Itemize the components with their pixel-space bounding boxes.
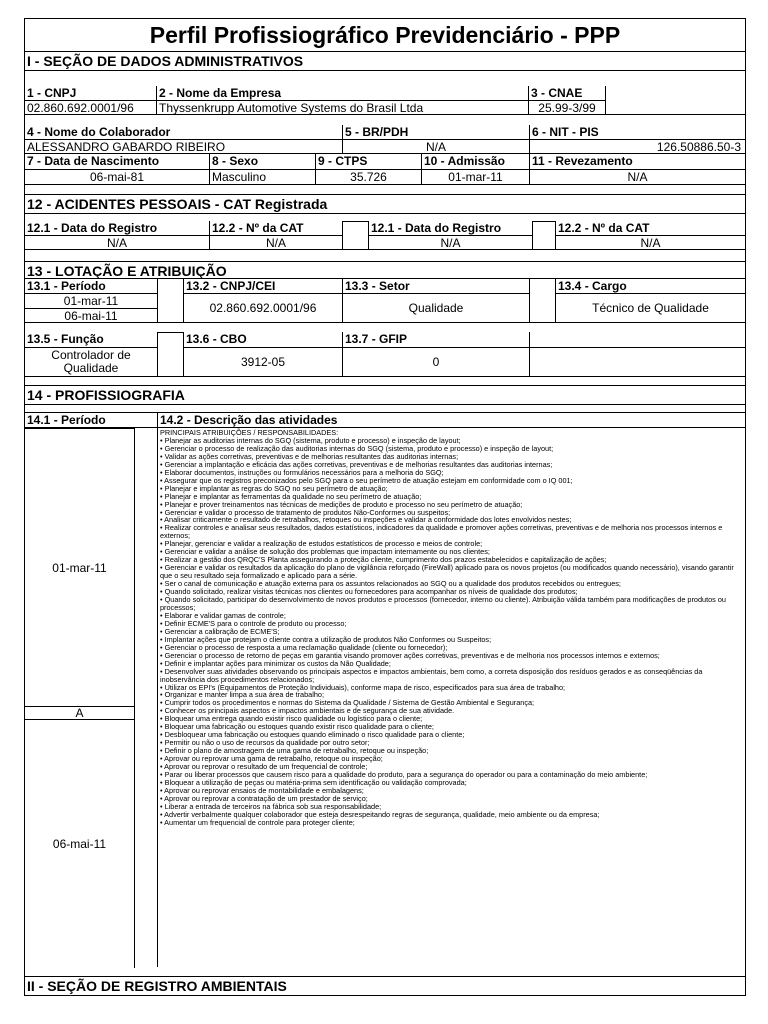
ctps-label: 9 - CTPS [315,154,421,169]
cat-date2-value: N/A [368,235,532,250]
activity-item: • Gerenciar a calibração de ECME'S; [160,626,280,636]
cnpj-cei-label: 13.2 - CNPJ/CEI [183,278,342,293]
sector-value: Qualidade [342,293,529,323]
activity-item: • Bloquear uma entrega quando existir risco qualidade ou logístico para o cliente; [160,714,423,724]
empty-cell [342,221,368,250]
activity-period-start: 01-mar-11 [25,428,134,706]
cat-date1-value: N/A [24,235,209,250]
sex-label: 8 - Sexo [209,154,315,169]
section-13-header: 13 - LOTAÇÃO E ATRIBUIÇÃO [24,261,746,280]
activity-item: • Advertir verbalmente qualquer colaborador que esteja desrespeitando regras de segurança, qualidade, meio ambiente ou da empresa; [160,809,600,819]
cat-date2-label: 12.1 - Data do Registro [368,221,555,235]
activity-desc-label: 14.2 - Descrição das atividades [157,412,746,427]
cat-number1-label: 12.2 - Nº da CAT [209,221,342,235]
function-label: 13.5 - Função [24,332,157,347]
empty-cell [529,332,746,347]
cat-number2-value: N/A [555,235,746,250]
gfip-value: 0 [342,347,529,377]
activity-item: • Gerenciar e validar os resultados da aplicação do plano de vigilância reforçado (FireWall) aplicado para os novos projetos (ou modificados quando necessário), visando garantir que o seu resultado seja formalizado e aplicado para a série. [160,563,734,581]
activity-item: • Realizar a gestão dos QRQC'S Planta assegurando a proteção cliente, cumprimento dos prazos estabelecidos e capitalização de ações; [160,555,607,565]
br-pdh-label: 5 - BR/PDH [342,125,529,139]
activity-period-column [24,427,157,967]
company-name-label: 2 - Nome da Empresa [157,86,529,100]
activity-item: • Cumprir todos os procedimentos e normas do Sistema da Qualidade / Sistema de Gestão Ambiental e Segurança; [160,698,535,708]
activity-item: • Utilizar os EPI's (Equipamentos de Proteção Individuais), conforme mapa de risco, especificados para sua área de trabalho; [160,682,566,692]
activity-item: • Bloquear a utilização de peças ou matéria-prima sem identificação ou validação comprovada; [160,777,467,787]
cnae-value: 25.99-3/99 [529,100,606,115]
section-i-header: I - SEÇÃO DE DADOS ADMINISTRATIVOS [24,52,746,71]
activity-item: • Desenvolver suas atividades observando os principais aspectos e impactos ambientais, bem como, a correta disposição dos resíduos gerados e as conseqüências da inobservância dos procedimentos relacionados; [160,666,703,684]
cbo-value: 3912-05 [183,347,342,377]
activity-period-separator: A [25,706,134,720]
activity-item: • Quando solicitado, realizar visitas técnicas nos clientes ou fornecedores para acompanhar os níveis de qualidade dos produtos; [160,587,578,597]
activity-item: • Conhecer os principais aspectos e impactos ambientais e de segurança de sua atividade. [160,706,455,716]
sex-value: Masculino [209,169,315,185]
empty-cell [529,347,746,377]
activity-item: • Aprovar ou reprovar a contratação de um prestador de serviço; [160,793,368,803]
activity-item: • Organizar e manter limpa a sua área de trabalho; [160,690,324,700]
activity-item: • Ser o canal de comunicação e atuação externa para os assuntos relacionados ao SGQ ou a qualidade dos produtos recebidos ou entregues; [160,579,621,589]
activities-heading: PRINCIPAIS ATRIBUIÇÕES / RESPONSABILIDADES: [160,428,339,437]
activity-item: • Planejar as auditorias internas do SGQ (sistema, produto e processo) e inspeção de layout; [160,435,461,445]
activity-item: • Assegurar que os registros preconizados pelo SGQ para o seu perímetro de atuação estejam em conformidade com o IQ 001; [160,475,573,485]
company-name-value: Thyssenkrupp Automotive Systems do Brasil Ltda [157,100,529,115]
period-start-value: 01-mar-11 [24,293,157,308]
activity-item: • Gerenciar e validar o processo de tratamento de produtos Não-Conformes ou suspeitos; [160,507,451,517]
cbo-label: 13.6 - CBO [183,332,342,347]
activity-period-end: 06-mai-11 [52,837,107,851]
section-12-header: 12 - ACIDENTES PESSOAIS - CAT Registrada [24,194,746,214]
cnpj-label: 1 - CNPJ [24,86,157,100]
activity-item: • Planejar e implantar as ferramentas da qualidade no seu perímetro de atuação; [160,491,422,501]
activity-item: • Gerenciar o processo de retorno de peças em garantia visando promover ações corretivas, preventivas e de melhoria nos processos internos e externos; [160,650,660,660]
period-end-value: 06-mai-11 [24,308,157,323]
activity-item: • Desbloquear uma fabricação ou estoques quando eliminado o risco qualidade para o cliente; [160,730,465,740]
shift-label: 11 - Revezamento [529,154,746,169]
ctps-value: 35.726 [315,169,421,185]
activity-item: • Analisar criticamente o resultado de retrabalhos, retoques ou inspeções e validar a conformidade dos lotes envolvidos nestes; [160,515,572,525]
section-ii-header: II - SEÇÃO DE REGISTRO AMBIENTAIS [24,976,746,996]
section-14-header: 14 - PROFISSIOGRAFIA [24,385,746,405]
admission-label: 10 - Admissão [421,154,529,169]
shift-value: N/A [529,169,746,185]
period-label: 13.1 - Período [24,278,157,293]
employee-name-label: 4 - Nome do Colaborador [24,125,342,139]
empty-cell [606,86,746,115]
nit-value: 126.50886.50-3 [529,139,746,154]
birth-value: 06-mai-81 [24,169,209,185]
role-value: Técnico de Qualidade [555,293,746,323]
activity-item: • Aprovar ou reprovar ensaios de montabilidade e embalagens; [160,785,364,795]
activity-item: • Gerenciar o processo de realização das auditorias internas do SGQ (sistema, produto e processo) e inspeção de layout; [160,443,554,453]
cnae-label: 3 - CNAE [529,86,606,100]
activity-item: • Validar as ações corretivas, preventivas e de melhorias resultantes das auditorias internas; [160,451,459,461]
activity-item: • Gerenciar a implantação e eficácia das ações corretivas, preventivas e de melhorias resultantes das auditorias internas; [160,459,553,469]
cnpj-value: 02.860.692.0001/96 [24,100,157,115]
activity-item: • Quando solicitado, participar do desenvolvimento de novos produtos e processos (fornecedor, interno ou cliente). Atribuição válida também para modificações de produtos ou processos; [160,595,726,612]
activity-item: • Elaborar e validar gamas de controle; [160,610,286,620]
role-label: 13.4 - Cargo [555,278,746,293]
activity-item: • Bloquear uma fabricação ou estoques quando existir risco qualidade para o cliente; [160,722,434,732]
activity-item: • Planejar e prover treinamentos nas técnicas de medições de produto e processo no seu perímetro de atuação; [160,499,523,509]
cnpj-cei-value: 02.860.692.0001/96 [183,293,342,323]
activity-item: • Implantar ações que protejam o cliente contra a utilização de produtos Não Conformes ou Suspeitos; [160,634,492,644]
activity-item: • Realizar controles e analisar seus resultados, dados estatísticos, indicadores da qualidade e promover ações corretivas, preventivas e de melhoria nos processos internos e externos; [160,523,723,541]
activity-item: • Definir o plano de amostragem de uma gama de retrabalho, retoque ou inspeção; [160,746,429,756]
empty-cell [157,278,183,323]
activity-item: • Parar ou liberar processos que causem risco para a qualidade do produto, para a segurança do operador ou para a contaminação do meio ambiente; [160,769,648,779]
activity-item: • Planejar, gerenciar e validar a realização de estudos estatísticos de processo e meios de controle; [160,539,483,549]
activity-item: • Planejar e implantar as regras do SGQ no seu perímetro de atuação; [160,483,388,493]
activity-item: • Liberar a entrada de terceiros na fábrica sob sua responsabilidade; [160,801,382,811]
activity-item: • Definir ECME'S para o controle de produto ou processo; [160,618,347,628]
birth-label: 7 - Data de Nascimento [24,154,209,169]
gfip-label: 13.7 - GFIP [342,332,529,347]
activity-period-label: 14.1 - Período [24,412,157,427]
cat-number2-label: 12.2 - Nº da CAT [555,221,746,235]
function-value: Controlador de Qualidade [24,347,157,377]
activity-item: • Permitir ou não o uso de recursos da qualidade por outro setor; [160,738,370,748]
page-title: Perfil Profissiográfico Previdenciário - PPP [24,18,746,52]
cat-date1-label: 12.1 - Data do Registro [24,221,209,235]
cat-number1-value: N/A [209,235,342,250]
activity-item: • Aumentar um frequencial de controle para proteger cliente; [160,817,355,827]
nit-label: 6 - NIT - PIS [529,125,746,139]
activity-item: • Aprovar ou reprovar o resultado de um frequencial de controle; [160,762,368,772]
activities-list [157,427,746,967]
sector-label: 13.3 - Setor [342,278,529,293]
activity-item: • Definir e implantar ações para minimizar os custos da Não Qualidade; [160,658,391,668]
empty-cell [134,428,158,968]
activity-item: • Aprovar ou reprovar uma gama de retrabalho, retoque ou inspeção; [160,754,383,764]
activity-item: • Gerenciar e validar a análise de solução dos problemas que impactam internamente ou nos clientes; [160,547,490,557]
empty-cell [157,332,183,377]
activity-item: • Elaborar documentos, instruções ou formulários necessários para a melhoria do SGQ; [160,467,444,477]
employee-name-value: ALESSANDRO GABARDO RIBEIRO [24,139,342,154]
admission-value: 01-mar-11 [421,169,529,185]
empty-cell [529,278,555,323]
empty-cell [532,221,555,250]
activity-item: • Gerenciar o processo de resposta a uma reclamação qualidade (cliente ou fornecedor); [160,642,448,652]
br-pdh-value: N/A [342,139,529,154]
